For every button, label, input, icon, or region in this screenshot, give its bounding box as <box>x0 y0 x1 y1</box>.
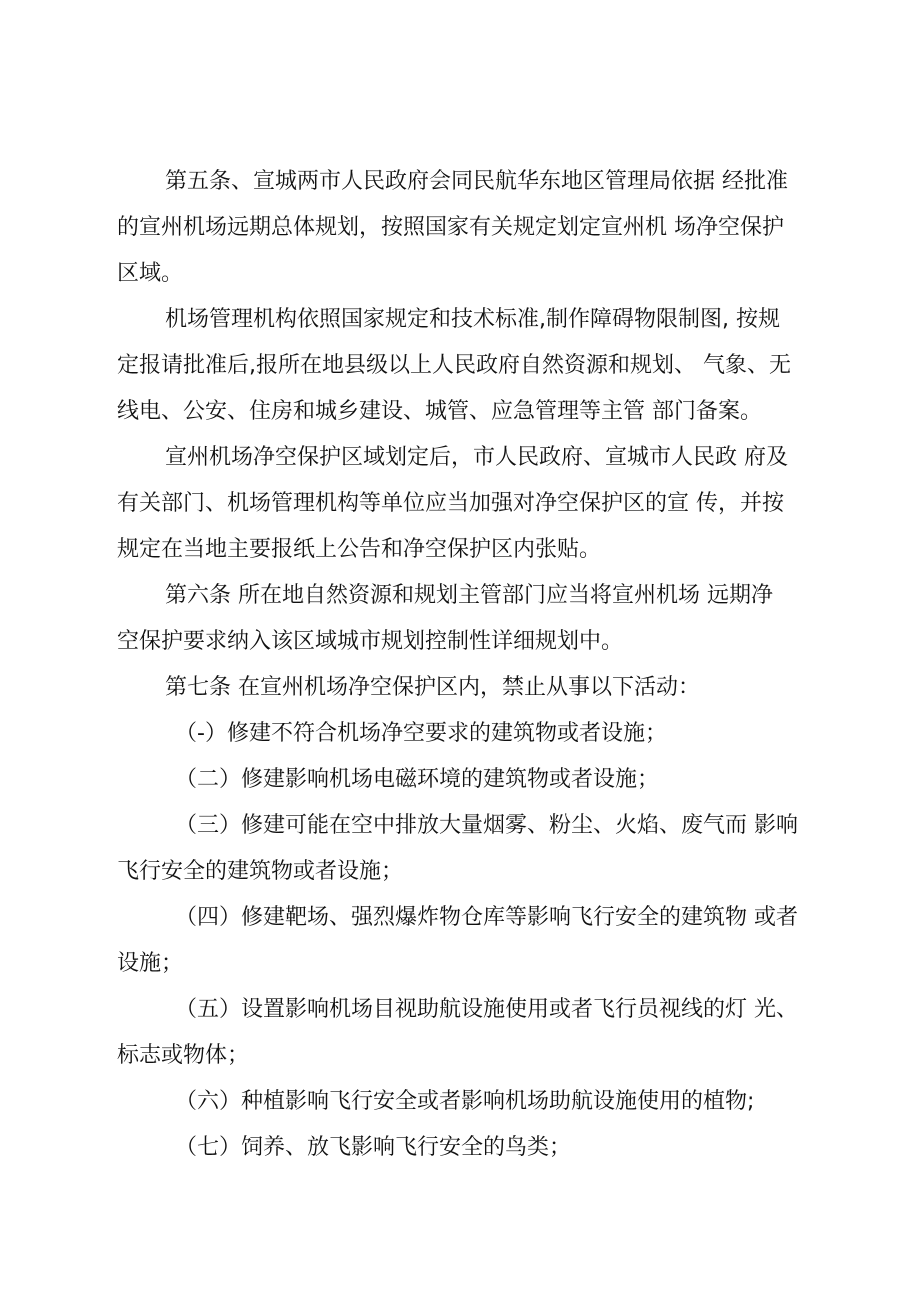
article-5-line-1: 第五条、宣城两市人民政府会同民航华东地区管理局依据 经批准 <box>165 169 788 194</box>
paragraph-3-line-2: 有关部门、机场管理机构等单位应当加强对净空保护区的宣 传，并按 <box>117 491 784 516</box>
list-item-1: （-）修建不符合机场净空要求的建筑物或者设施； <box>175 721 667 746</box>
article-6-line-1: 第六条 所在地自然资源和规划主管部门应当将宣州机场 远期净 <box>165 583 773 608</box>
article-5-line-2: 的宣州机场远期总体规划，按照国家有关规定划定宣州机 场净空保护 <box>117 215 784 240</box>
paragraph-2-line-1: 机场管理机构依照国家规定和技术标准,制作障碍物限制图, 按规 <box>165 307 780 332</box>
list-item-3-line-1: （三）修建可能在空中排放大量烟雾、粉尘、火焰、废气而 影响 <box>175 813 798 838</box>
list-item-4-line-2: 设施； <box>117 951 184 976</box>
article-6-line-2: 空保护要求纳入该区域城市规划控制性详细规划中。 <box>117 629 624 654</box>
paragraph-3-line-1: 宣州机场净空保护区域划定后，市人民政府、宣城市人民政 府及 <box>165 445 788 470</box>
list-item-3-line-2: 飞行安全的建筑物或者设施； <box>117 859 404 884</box>
list-item-4-line-1: （四）修建靶场、强烈爆炸物仓库等影响飞行安全的建筑物 或者 <box>175 905 798 930</box>
list-item-7: （七）饲养、放飞影响飞行安全的鸟类； <box>175 1135 572 1160</box>
article-5-line-3: 区域。 <box>117 261 184 286</box>
article-7-heading: 第七条 在宣州机场净空保护区内，禁止从事以下活动： <box>165 675 700 700</box>
list-item-5-line-2: 标志或物体； <box>117 1043 250 1068</box>
list-item-6: （六）种植影响飞行安全或者影响机场助航设施使用的植物; <box>175 1089 755 1114</box>
paragraph-2-line-2: 定报请批准后,报所在地县级以上人民政府自然资源和规划、 气象、无 <box>117 353 791 378</box>
paragraph-2-line-3: 线电、公安、住房和城乡建设、城管、应急管理等主管 部门备案。 <box>117 399 762 424</box>
paragraph-3-line-3: 规定在当地主要报纸上公告和净空保护区内张贴。 <box>117 537 602 562</box>
list-item-2: （二）修建影响机场电磁环境的建筑物或者设施； <box>175 767 660 792</box>
list-item-5-line-1: （五）设置影响机场目视助航设施使用或者飞行员视线的灯 光、 <box>175 997 798 1022</box>
